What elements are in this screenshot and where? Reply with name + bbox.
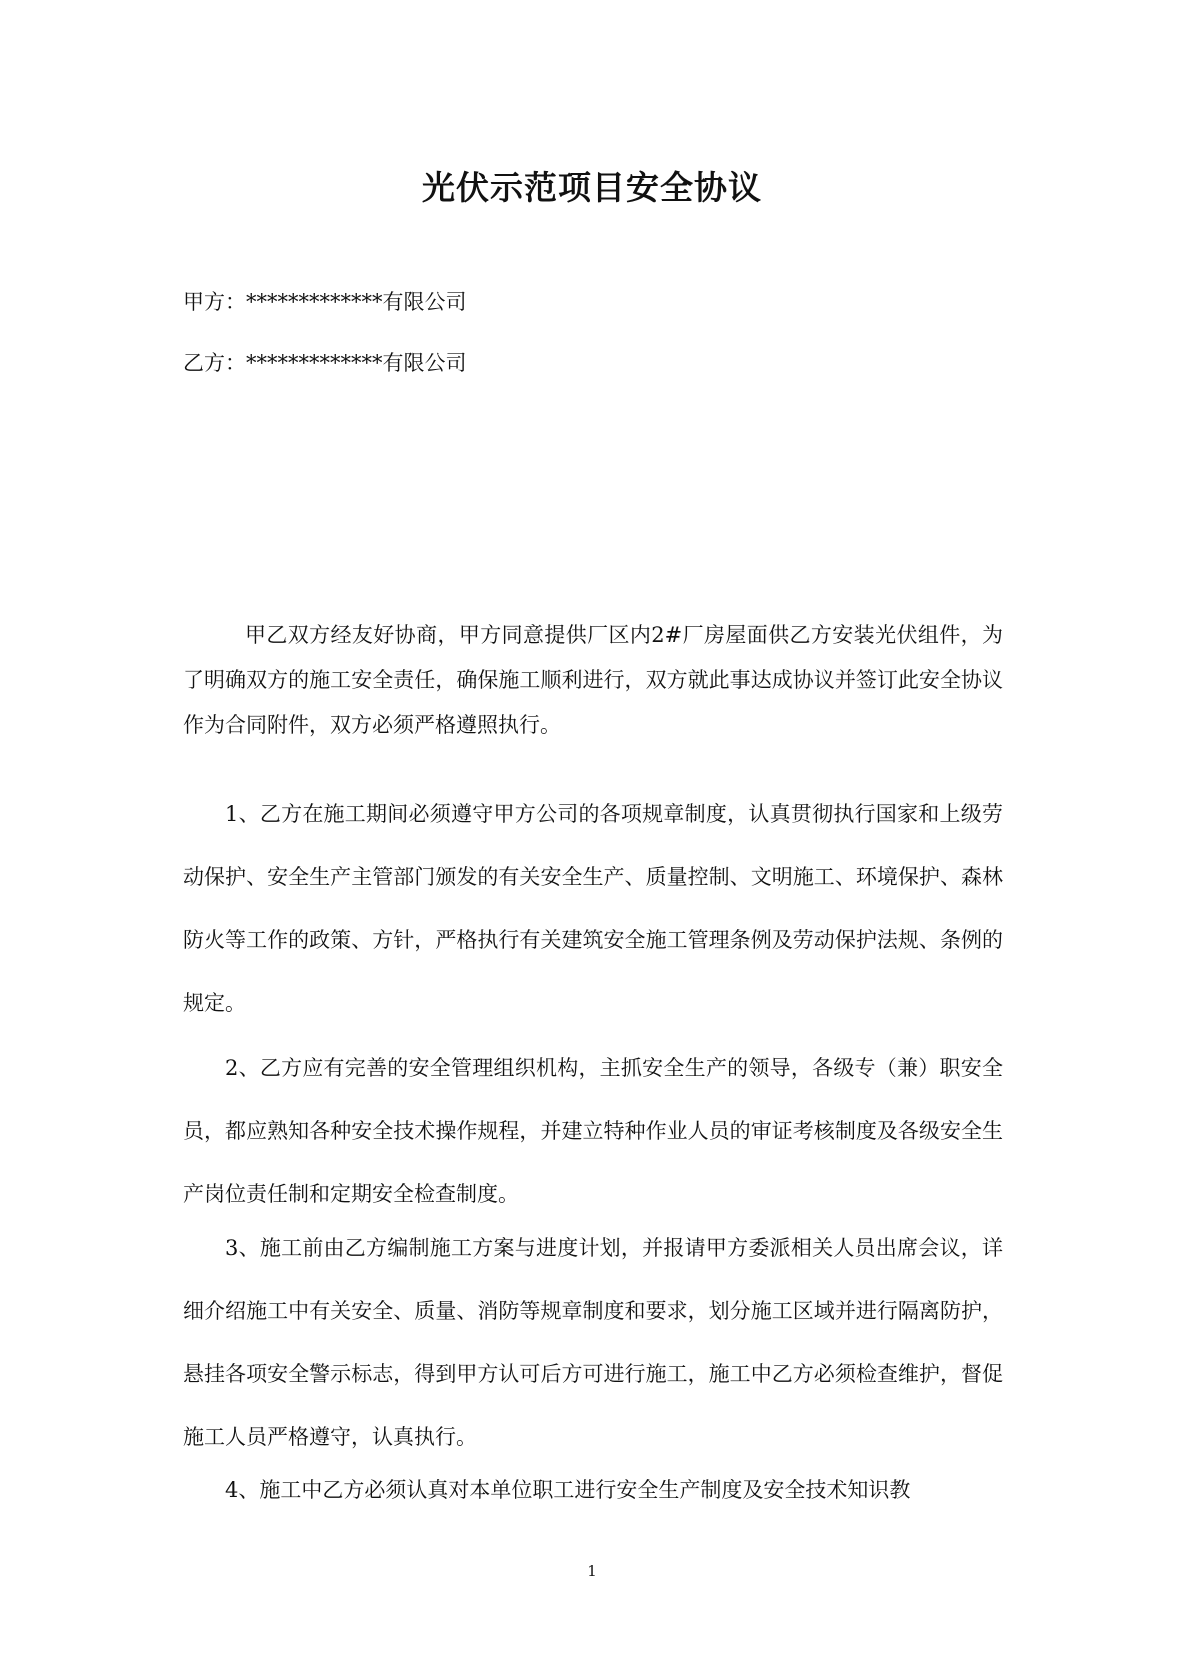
clause-2: 2、乙方应有完善的安全管理组织机构，主抓安全生产的领导，各级专（兼）职安全员，都应熟知各种安全技术操作规程，并建立特种作业人员的审证考核制度及各级安全生产岗位责任制和定期安全检查制度。 bbox=[183, 1056, 1003, 1206]
clause-3: 3、施工前由乙方编制施工方案与进度计划，并报请甲方委派相关人员出席会议，详细介绍施工中有关安全、质量、消防等规章制度和要求，划分施工区域并进行隔离防护，悬挂各项安全警示标志，得到甲方认可后方可进行施工，施工中乙方必须检查维护，督促施工人员严格遵守，认真执行。 bbox=[183, 1236, 1003, 1449]
document-title: 光伏示范项目安全协议 bbox=[422, 168, 762, 207]
clause-4: 4、施工中乙方必须认真对本单位职工进行安全生产制度及安全技术知识教 bbox=[225, 1478, 911, 1502]
clause-1: 1、乙方在施工期间必须遵守甲方公司的各项规章制度，认真贯彻执行国家和上级劳动保护、安全生产主管部门颁发的有关安全生产、质量控制、文明施工、环境保护、森林防火等工作的政策、方针，严格执行有关建筑安全施工管理条例及劳动保护法规、条例的规定。 bbox=[183, 802, 1003, 1015]
page-number: 1 bbox=[587, 1562, 597, 1580]
party-b: 乙方：*************有限公司 bbox=[183, 351, 467, 375]
party-a: 甲方：*************有限公司 bbox=[183, 290, 467, 314]
intro-paragraph: 甲乙双方经友好协商，甲方同意提供厂区内2#厂房屋面供乙方安装光伏组件，为了明确双方的施工安全责任，确保施工顺利进行，双方就此事达成协议并签订此安全协议作为合同附件，双方必须严格遵照执行。 bbox=[183, 623, 1003, 737]
